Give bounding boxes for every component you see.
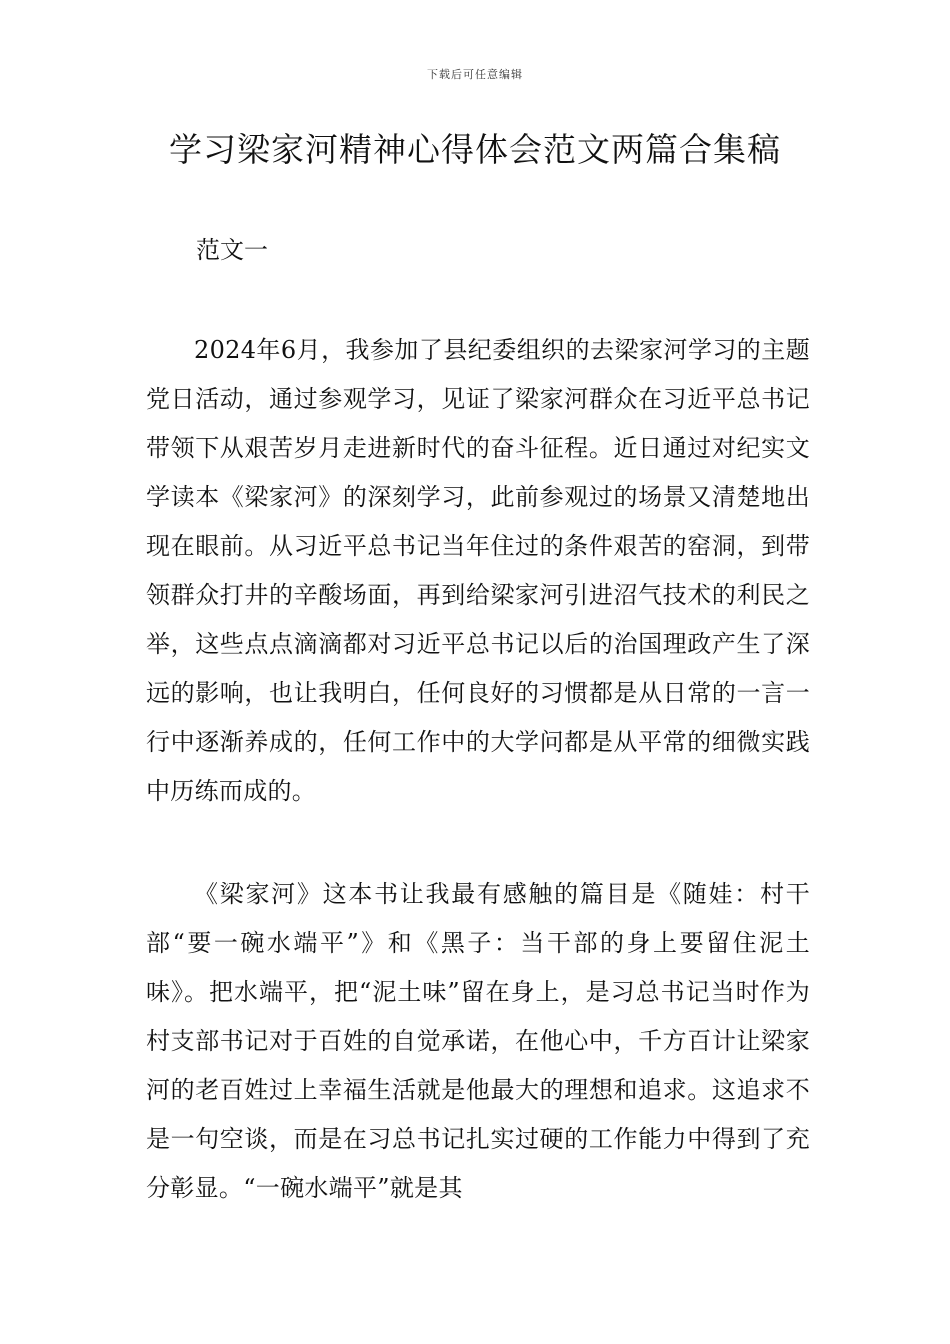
body-paragraph-2: 《梁家河》这本书让我最有感触的篇目是《随娃：村干部“要一碗水端平”》和《黑子：当干部的身上要留住泥土味》。把水端平，把“泥土味”留在身上，是习总书记当时作为村支部书记对于百姓的自觉承诺，在他心中，千方百计让梁家河的老百姓过上幸福生活就是他最大的理想和追求。这追求不是一句空谈，而是在习总书记扎实过硬的工作能力中得到了充分彰显。“一碗水端平”就是其 — [146, 880, 810, 1202]
header-note: 下载后可任意编辑 — [427, 68, 523, 81]
document-title: 学习梁家河精神心得体会范文两篇合集稿 — [169, 130, 781, 169]
section-label: 范文一 — [196, 236, 268, 264]
body-paragraph-1: 2024年6月，我参加了县纪委组织的去梁家河学习的主题党日活动，通过参观学习，见证了梁家河群众在习近平总书记带领下从艰苦岁月走进新时代的奋斗征程。近日通过对纪实文学读本《梁家河》的深刻学习，此前参观过的场景又清楚地出现在眼前。从习近平总书记当年住过的条件艰苦的窑洞，到带领群众打井的辛酸场面，再到给梁家河引进沼气技术的利民之举，这些点点滴滴都对习近平总书记以后的治国理政产生了深远的影响，也让我明白，任何良好的习惯都是从日常的一言一行中逐渐养成的，任何工作中的大学问都是从平常的细微实践中历练而成的。 — [146, 336, 810, 805]
